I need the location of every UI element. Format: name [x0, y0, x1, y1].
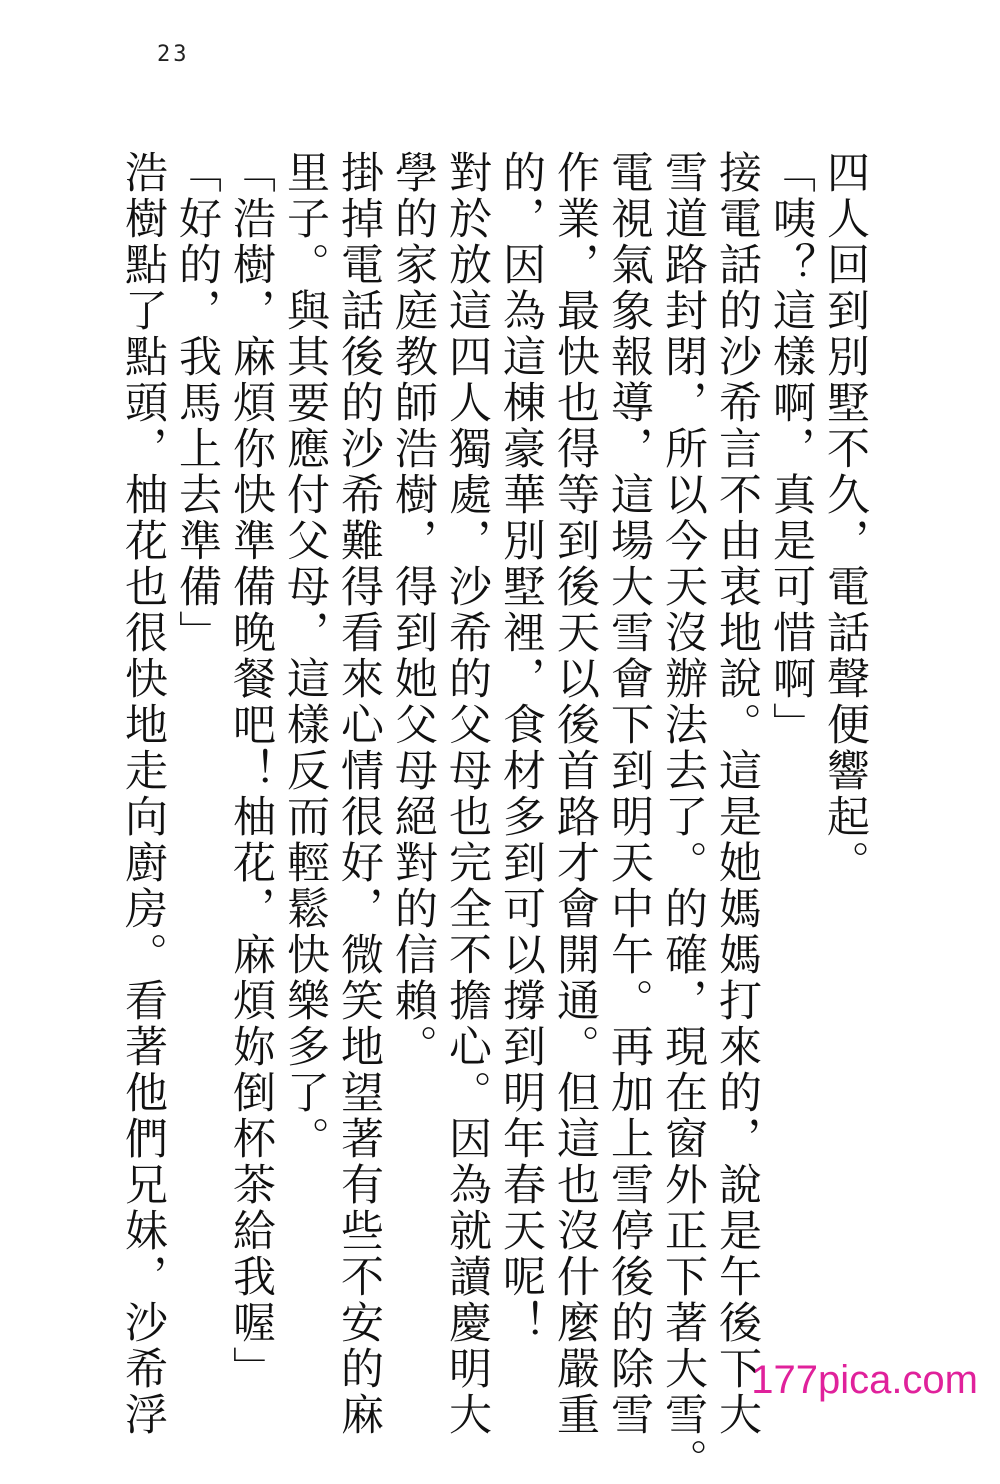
text-line: 接電話的沙希言不由衷地說。這是她媽媽打來的，說是午後下大 [712, 150, 762, 1438]
text-line: 作業，最快也得等到後天以後首路才會開通。但這也沒什麼嚴重 [550, 150, 600, 1438]
watermark: 177pica.com [751, 1358, 978, 1402]
text-line: 「好的，我馬上去準備」 [172, 150, 222, 656]
text-line: 浩樹點了點頭，柚花也很快地走向廚房。看著他們兄妹，沙希浮 [118, 150, 168, 1438]
text-line: 的，因為這棟豪華別墅裡，食材多到可以撐到明年春天呢！ [496, 150, 546, 1346]
text-line: 「咦？這樣啊，真是可惜啊」 [766, 150, 816, 748]
text-line: 四人回到別墅不久，電話聲便響起。 [820, 150, 870, 886]
text-line: 電視氣象報導，這場大雪會下到明天中午。再加上雪停後的除雪 [604, 150, 654, 1438]
text-line: 對於放這四人獨處，沙希的父母也完全不擔心。因為就讀慶明大 [442, 150, 492, 1438]
text-line: 學的家庭教師浩樹，得到她父母絕對的信賴。 [388, 150, 438, 1070]
text-line: 掛掉電話後的沙希難得看來心情很好，微笑地望著有些不安的麻 [334, 150, 384, 1438]
text-line: 里子。與其要應付父母，這樣反而輕鬆快樂多了。 [280, 150, 330, 1162]
text-line: 雪道路封閉，所以今天沒辦法去了。的確，現在窗外正下著大雪。 [658, 150, 708, 1484]
text-line: 「浩樹，麻煩你快準備晚餐吧！柚花，麻煩妳倒杯茶給我喔」 [226, 150, 276, 1392]
page-number: 23 [157, 42, 190, 67]
